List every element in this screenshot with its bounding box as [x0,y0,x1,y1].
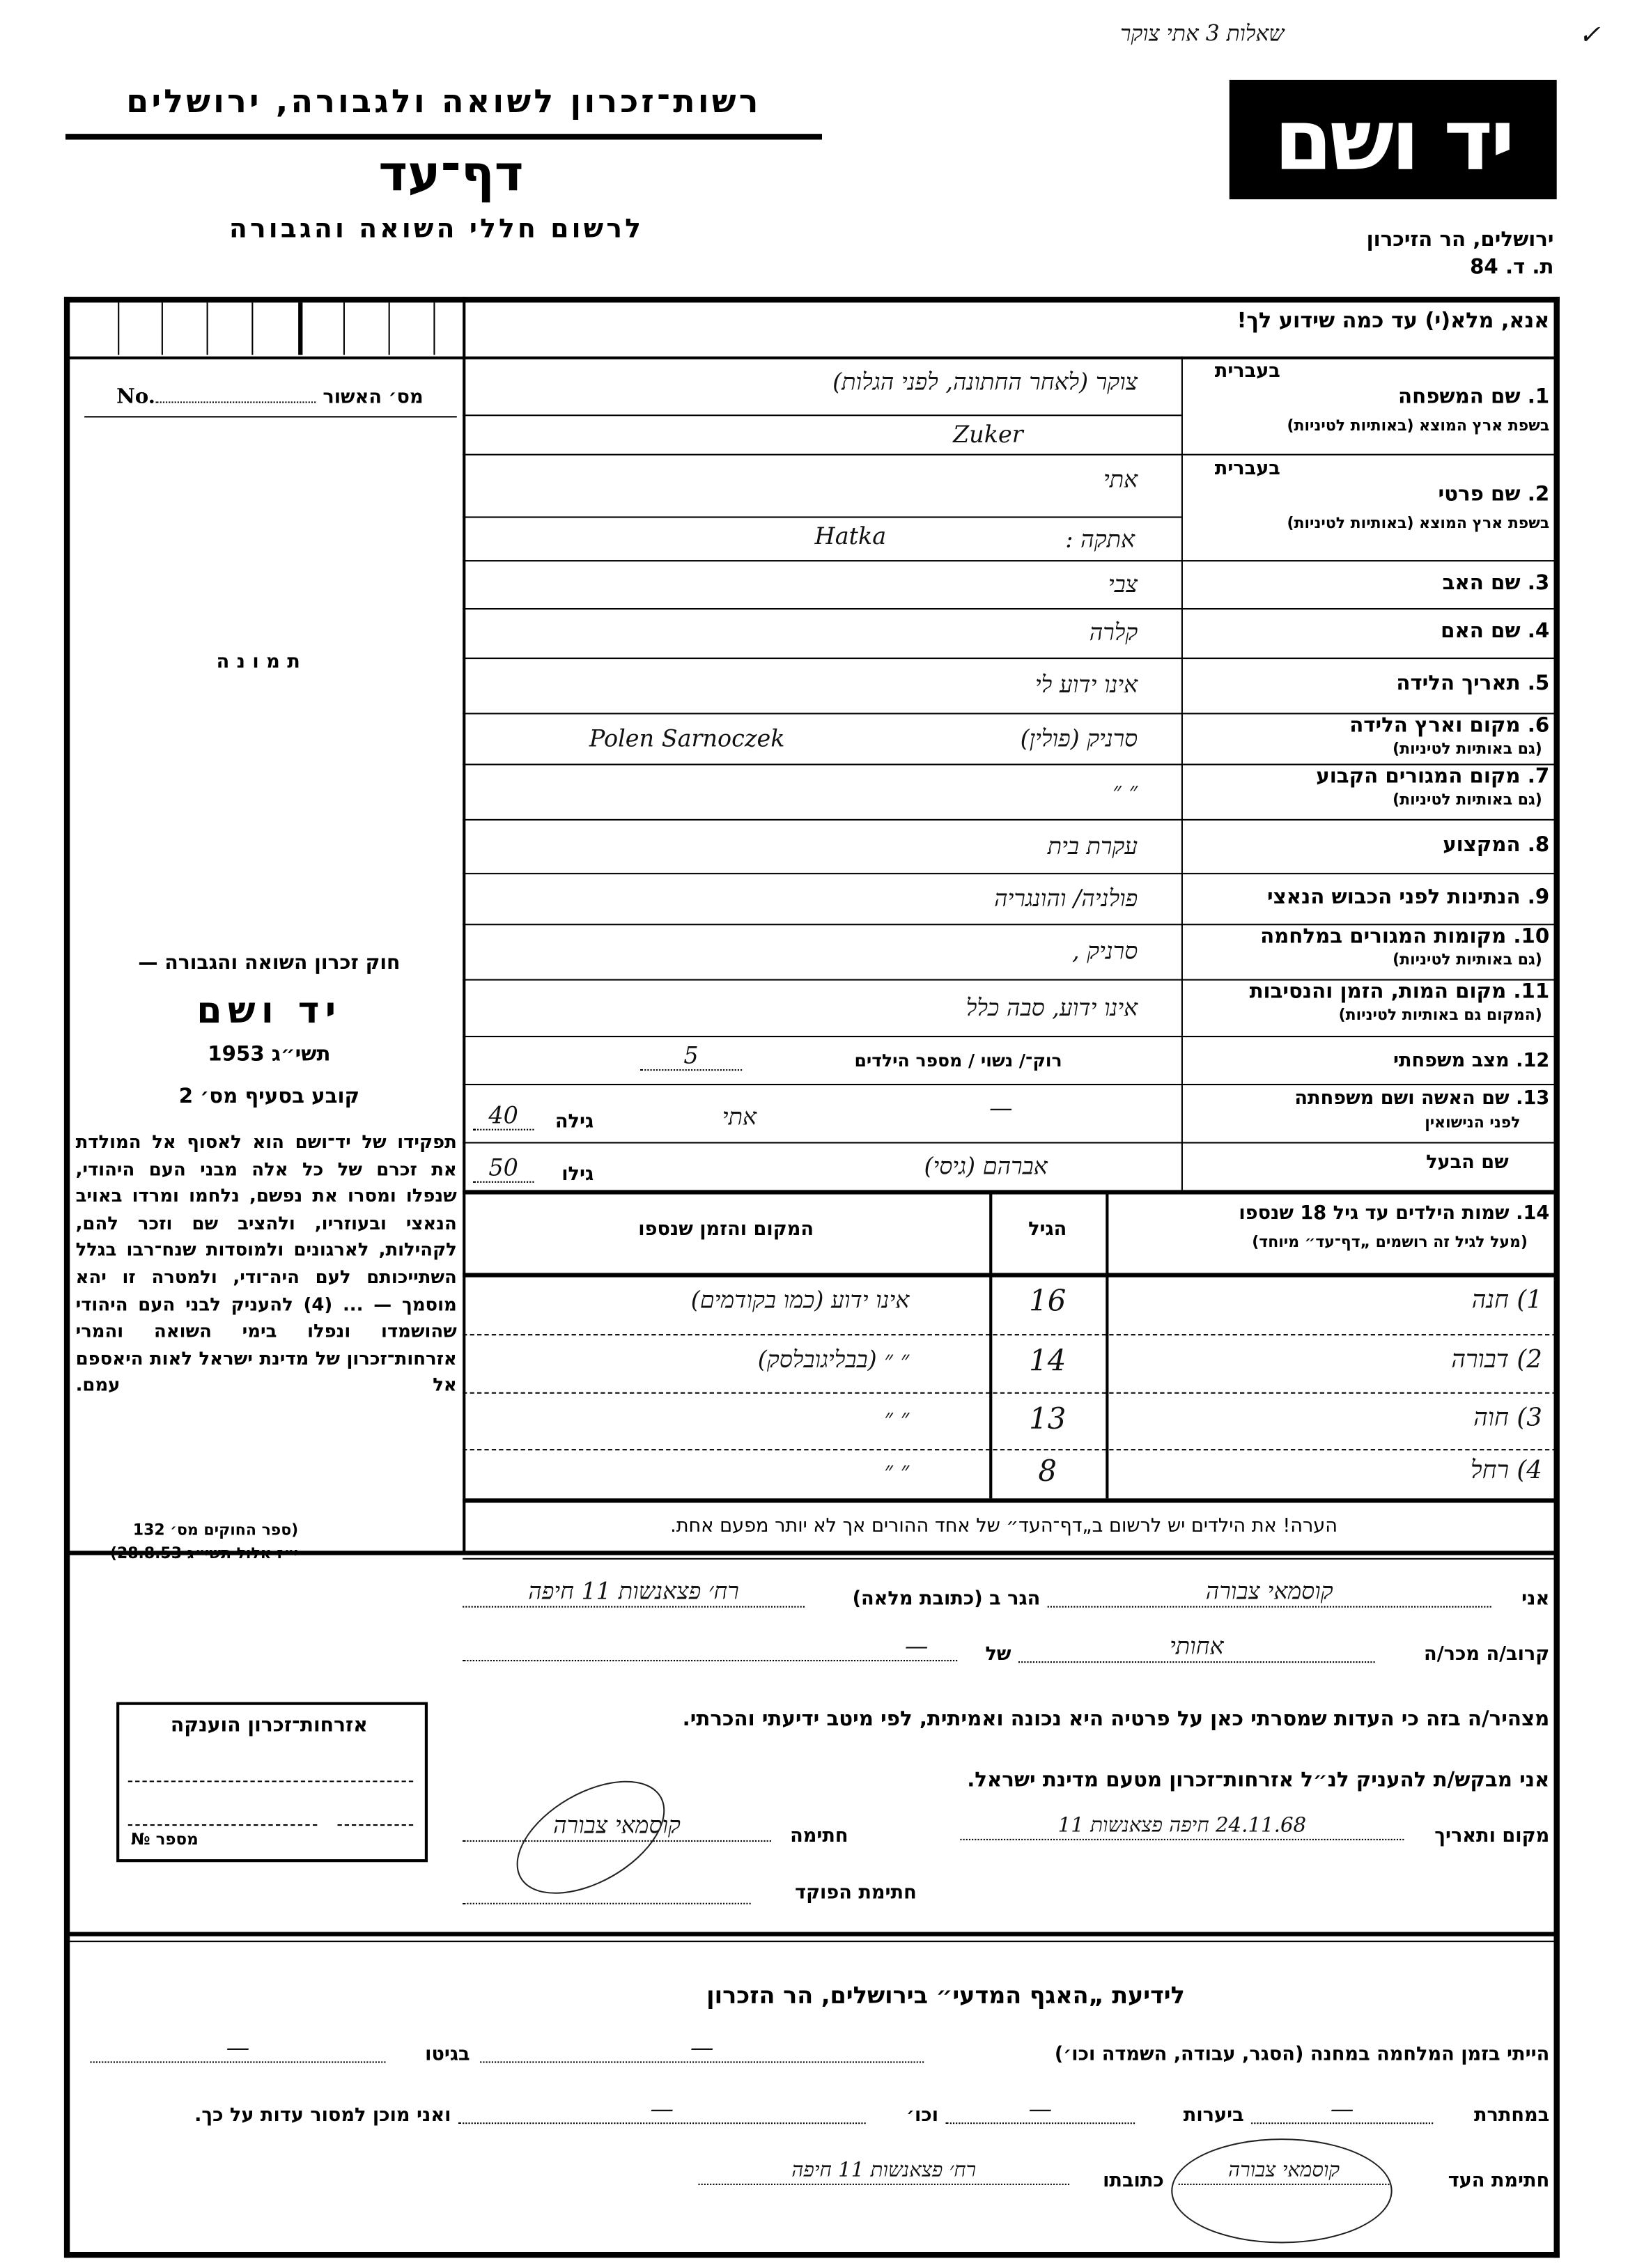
children-count-field[interactable]: 5 [640,1041,742,1071]
ghetto-label: בגיטו [425,2044,470,2066]
wife-label-text: שם האשה ושם משפחתה [1294,1088,1510,1110]
witness-signature-label: חתימת העד [1448,2170,1550,2193]
witness-address-label: כתובתו [1103,2170,1164,2193]
row-subline [463,414,1181,416]
forests-field[interactable]: — [946,2095,1135,2124]
husband-name-value[interactable]: אברהם (גיסי) [924,1152,1048,1180]
ready-label: ואני מוכן למסור עדות על כך. [194,2105,451,2127]
children-age-header: הגיל [1028,1219,1067,1241]
field-label-text: תאריך הלידה [1396,671,1521,696]
approval-no-label: מס׳ האשור [323,387,424,409]
code-box-divider [389,302,390,355]
wife-age-value[interactable]: 40 [473,1101,534,1131]
instruction-rule [65,357,1557,359]
child-place-time[interactable]: ״ ״ [884,1456,910,1484]
row-line [463,1084,1557,1085]
children-col-border [1106,1193,1108,1499]
field-value-hebrew[interactable]: אתי [1103,465,1138,494]
field-number: 10. [1513,925,1550,949]
child-name[interactable]: 4) רחל [1470,1456,1542,1486]
field-sublabel: (גם באותיות לטיניות) [1393,951,1542,969]
relation-field[interactable]: אחותי [1018,1632,1375,1663]
signature-label: חתימה [790,1826,848,1848]
field-label [1186,981,1549,1004]
officer-signature-label: חתימת הפוקד [795,1882,917,1904]
code-box-divider [162,302,163,355]
citizenship-number-label: מספר № [130,1830,199,1849]
label-column-border [1181,357,1183,1190]
of-value: — [905,1632,929,1660]
header-rule [65,134,822,139]
field-label-text: מקומות המגורים במלחמה [1260,925,1507,949]
child-place-time[interactable]: אינו ידוע (כמו בקודמים) [690,1286,910,1314]
child-age[interactable]: 14 [1029,1342,1067,1378]
field-value[interactable]: צבי [1108,569,1138,598]
code-box-divider [251,302,253,355]
etc-label: וכו׳ [906,2105,939,2127]
field-label-text: המקצוע [1443,832,1521,857]
row-line [463,873,1557,874]
code-box-divider [298,302,302,355]
field-number: 4. [1527,619,1550,644]
of-label: של [985,1644,1011,1666]
field-label-text: שם המשפחה [1398,385,1521,409]
field-number: 1. [1527,385,1550,409]
child-name[interactable]: 3) חוה [1473,1403,1542,1433]
field-number: 11. [1513,980,1550,1004]
law-reference-2: י״ז אלול תשי״ג 28.8.53) [109,1544,299,1563]
approval-number-field[interactable] [116,381,436,409]
i-label: אני [1521,1588,1550,1610]
wife-sublabel: לפני הנישואין [1425,1114,1521,1132]
check-mark-icon: ✓ [1579,20,1601,52]
children-note: הערה! את הילדים יש לרשום ב„דף־העד״ של אחד ההורים אך לא יותר מפעם אחת. [670,1516,1338,1538]
row-subline [463,516,1181,518]
approval-rule [84,416,457,417]
law-year: תשי״ג 1953 [208,1043,331,1066]
witness-address-field[interactable]: רח׳ פצאנשות 11 חיפה [463,1577,805,1608]
field-label-text: הנתינות לפני הכבוש הנאצי [1267,885,1521,909]
section-divider-2 [65,1941,1557,1942]
section-divider [65,1932,1557,1936]
code-boxes [70,302,463,355]
citizenship-title: אזרחות־זכרון הוענקה [170,1714,368,1737]
wife-name-value[interactable]: אתי [722,1103,757,1131]
field-label-text: מקום וארץ הלידה [1349,714,1521,738]
field-number: 2. [1527,483,1550,506]
children-table-bottom [463,1498,1557,1502]
children-title [1113,1203,1550,1225]
child-name[interactable]: 2) דבורה [1451,1345,1542,1375]
wife-age-label: גילה [555,1111,594,1133]
yad-vashem-logo: יד ושם [1230,80,1557,199]
scientific-title: לידיעת „האגף המדעי״ בירושלים, הר הזכרון [706,1981,1185,2010]
law-reference-1: (ספר החוקים מס׳ 132 [132,1521,299,1539]
child-row-line [463,1449,1557,1450]
field-number: 7. [1527,765,1550,789]
wife-maiden-value[interactable]: — [989,1094,1013,1122]
citizenship-line [128,1780,413,1782]
field-label-text: מקום המות, הזמן והנסיבות [1249,980,1507,1004]
field-value-hebrew[interactable]: צוקר (לאחר החתונה, לפני הגלות) [832,368,1138,396]
frame-left [64,297,70,2258]
row-line [463,560,1557,561]
wife-label [1186,1088,1549,1110]
field-sublabel: (גם באותיות לטיניות) [1393,791,1542,809]
field-label [1186,483,1549,506]
field-sublabel: (גם באותיות לטיניות) [1393,740,1542,759]
citizenship-line-2 [338,1824,414,1826]
field-sublabel: בשפת ארץ המוצא (באותיות לטיניות) [1287,417,1550,435]
officer-signature-field[interactable] [463,1883,751,1904]
field-label [1186,925,1549,948]
child-age[interactable]: 13 [1029,1400,1067,1436]
row-line [463,1190,1557,1194]
field-label-text: שם האב [1442,570,1521,595]
approval-no-en: No. [116,385,155,409]
children-header-rule [463,1273,1557,1277]
field-value[interactable]: עקרת בית [1047,831,1138,860]
code-box-divider [433,302,435,355]
marital-num: 12. [1516,1050,1550,1073]
field-sublabel: בשפת ארץ המוצא (באותיות לטיניות) [1287,515,1550,533]
child-name[interactable]: 1) חנה [1471,1286,1542,1316]
field-sublabel: (המקום גם באותיות לטיניות) [1338,1007,1542,1025]
law-text: תפקידו של יד־ושם הוא לאסוף אל המולדת את זכרם של כל אלה מבני העם היהודי, שנפלו ומסרו את נפשם, נלחמו ומרדו באויב הנאצי ובעוזריו, ולהציב שם וזכר להם, לקהילות, לארגונים ולמוסדות שנח־רבו בגלל השתייכותם לעם היה־ודי, ולמטרה זו יהא מוסמך — ... (4) להעניק לבני העם היהודי שהושמדו ונפלו בימי השואה והמרי אזרחות־זכרון של מדינת ישראל לאות היאספם אל עמם. [75,1130,457,1396]
camp-label: הייתי בזמן המלחמה במחנה (הסגר, עבודה, השמדה וכו׳) [1054,2044,1550,2066]
husband-age-value[interactable]: 50 [473,1154,534,1183]
children-title-text: שמות הילדים עד גיל 18 שנספו [1239,1203,1510,1225]
field-label-text: שם האם [1441,619,1521,644]
wife-num: 13. [1516,1088,1550,1110]
field-number: 5. [1527,671,1550,696]
lives-label: הגר ב (כתובת מלאה) [852,1588,1041,1610]
field-number: 6. [1527,714,1550,738]
field-label [1186,571,1549,594]
children-sublabel: (מעל לגיל זה רושמים „דף־עד״ מיוחד) [1252,1234,1528,1252]
marital-label: מצב משפחתי [1393,1050,1510,1073]
witness-signature-flourish-icon [1171,2138,1392,2243]
child-age[interactable]: 8 [1038,1453,1057,1489]
child-row-line [463,1334,1557,1335]
etc-field[interactable]: — [458,2095,866,2124]
field-value[interactable]: סרניק , [1072,936,1138,965]
child-age[interactable]: 16 [1029,1283,1067,1319]
underground-field[interactable]: — [1251,2095,1433,2124]
field-value[interactable]: ״ ״ [1112,777,1138,805]
ghetto-field[interactable]: — [90,2034,385,2063]
field-label [1186,672,1549,695]
signature-field[interactable]: קוסמאי צבורה [463,1811,771,1842]
citizenship-number-line [128,1824,318,1826]
row-line [463,1036,1557,1037]
child-place-time[interactable]: ״ ״ (בבליגובלסק) [757,1345,910,1374]
row-line [463,658,1557,659]
request-text: אני מבקש/ת להעניק לנ״ל אזרחות־זכרון מטעם מדינת ישראל. [967,1769,1550,1793]
place-date-field[interactable]: 24.11.68 חיפה פצאנשות 11 [960,1814,1404,1840]
code-box-divider [118,302,119,355]
field-value[interactable]: אינו ידוע לי [1034,670,1138,699]
field-value-latin[interactable]: Hatka [814,522,887,550]
marital-options: רוק־/ נשוי / מספר הילדים [854,1050,1062,1071]
section-rule [65,1551,1557,1555]
relation-label: קרוב/ה מכר/ה [1424,1644,1550,1666]
child-row-line [463,1392,1557,1394]
child-place-time[interactable]: ״ ״ [884,1403,910,1431]
field-label [1186,885,1549,908]
field-label-text: מקום המגורים הקבוע [1316,765,1521,789]
field-label [1186,833,1549,856]
row-line [463,1142,1557,1143]
field-value[interactable]: סרניק (פולין) [1020,724,1138,752]
top-handwritten-note: שאלות 3 אתי צוקר [1120,20,1285,47]
code-box-divider [343,302,345,355]
form-instruction: אנא, מלא(י) עד כמה שידוע לך! [1236,309,1550,334]
witness-signature-field[interactable]: קוסמאי צבורה [1179,2159,1390,2185]
authority-name: רשות־זכרון לשואה ולגבורה, ירושלים [126,84,761,121]
field-label [1186,766,1549,789]
law-name: יד ושם [196,989,342,1032]
frame-top [65,297,1560,302]
po-box: ת. ד. 84 [1470,256,1554,279]
language-tag-hebrew: בעברית [1214,458,1280,481]
photo-label: תמונה [216,651,308,674]
field-value-latin[interactable]: Zuker [952,420,1023,449]
citizenship-box [116,1702,428,1863]
children-num: 14. [1516,1203,1550,1225]
camp-field[interactable]: — [480,2034,924,2063]
field-number: 9. [1527,885,1550,909]
husband-age-label: גילו [561,1163,594,1186]
form-subtitle: לרשום חללי השואה והגבורה [228,214,644,244]
forests-label: ביערות [1183,2105,1244,2127]
children-place-header: המקום והזמן שנספו [638,1219,814,1241]
field-number: 3. [1527,570,1550,595]
field-value-latin[interactable]: Polen Sarnoczek [589,724,785,752]
row-line [463,454,1557,456]
code-box-divider [207,302,208,355]
field-number: 8. [1527,832,1550,857]
field-value[interactable]: קלרה [1089,618,1138,646]
field-value-latin-note[interactable]: אתקה : [1065,525,1135,553]
field-label [1186,385,1549,408]
field-label-text: שם פרטי [1438,483,1521,506]
field-label [1186,714,1549,737]
law-clause: קובע בסעיף מס׳ 2 [178,1085,360,1109]
frame-bottom [65,2252,1560,2258]
language-tag-hebrew: בעברית [1214,360,1280,383]
section-rule-2 [463,1558,1557,1560]
form-title: דף־עד [378,145,524,204]
address: ירושלים, הר הזיכרון [1366,228,1554,252]
witness-address-field[interactable]: רח׳ פצאנשות 11 חיפה [698,2159,1069,2185]
of-field[interactable] [463,1632,957,1661]
husband-label: שם הבעל [1426,1152,1509,1174]
field-value[interactable]: אינו ידוע, סבה כלל [966,993,1138,1021]
marital-status-label [1186,1050,1549,1072]
row-line [463,608,1557,609]
declaration-text: מצהיר/ה בזה כי העדות שמסרתי כאן על פרטיה היא נכונה ואמיתית, לפי מיטב ידיעתי והכרתי. [682,1707,1550,1732]
field-value[interactable]: פולניה/ והונגריה [994,883,1138,912]
frame-right [1554,297,1560,2258]
law-title: חוק זכרון השואה והגבורה — [138,951,401,975]
witness-name-field[interactable]: קוסמאי צבורה [1048,1577,1491,1608]
place-date-label: מקום ותאריך [1434,1826,1550,1848]
row-line [463,819,1557,821]
underground-label: במחתרת [1473,2105,1550,2127]
field-label [1186,620,1549,643]
